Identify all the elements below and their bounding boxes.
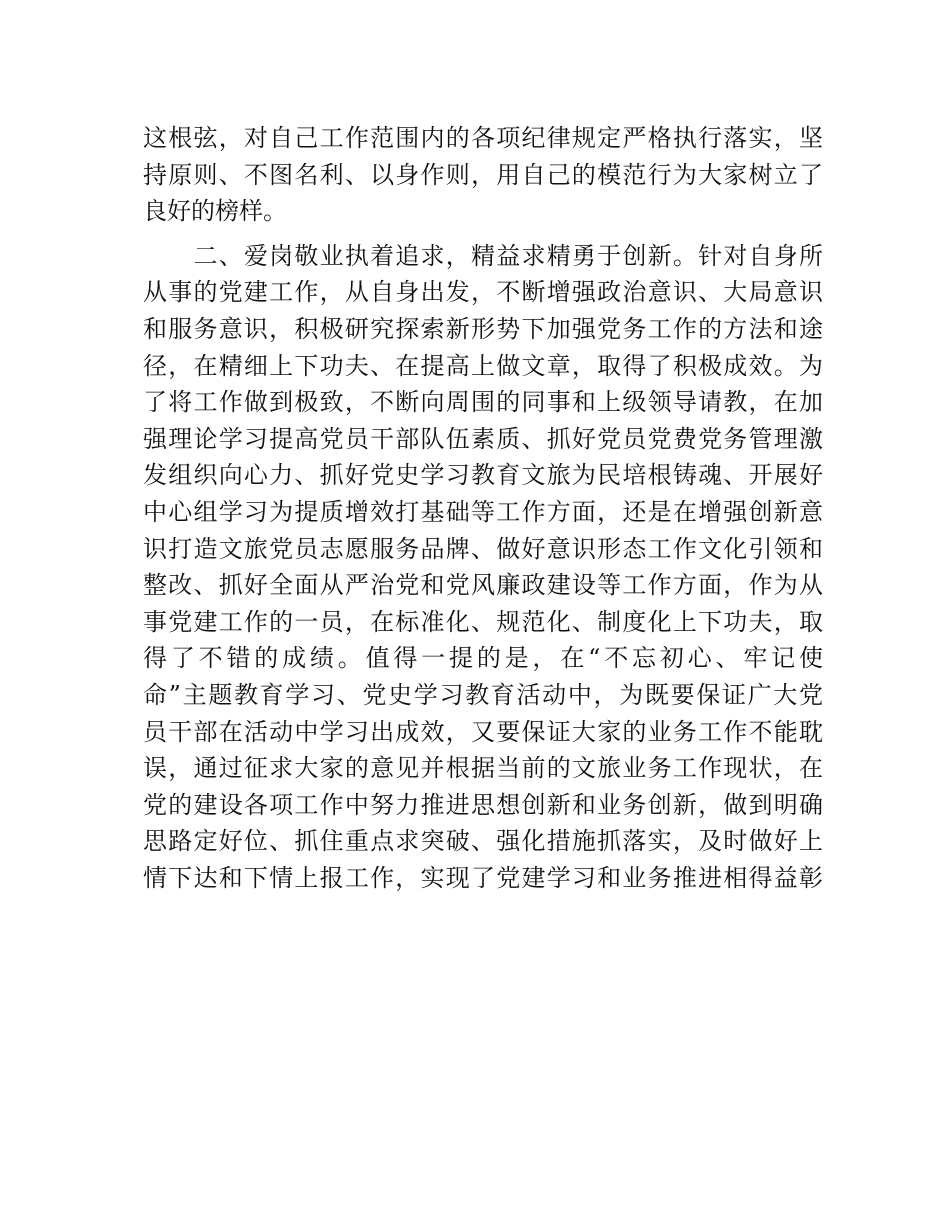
text-line: 径，在精细上下功夫、在提高上做文章，取得了积极成效。为 [143, 351, 823, 380]
text-line: 发组织向心力、抓好党史学习教育文旅为民培根铸魂、开展好 [143, 461, 823, 490]
text-line: 中心组学习为提质增效打基础等工作方面，还是在增强创新意 [143, 497, 823, 526]
body-text [143, 120, 823, 933]
text-line: 整改、抓好全面从严治党和党风廉政建设等工作方面，作为从 [143, 571, 823, 600]
text-line: 了将工作做到极致，不断向周围的同事和上级领导请教，在加 [143, 388, 823, 417]
text-line [143, 896, 823, 933]
text-line: 和服务意识，积极研究探索新形势下加强党务工作的方法和途 [143, 314, 823, 343]
text-line: 持原则、不图名利、以身作则，用自己的模范行为大家树立了 [143, 160, 823, 189]
text-line: 从事的党建工作，从自身出发，不断增强政治意识、大局意识 [143, 278, 823, 307]
text-line: 员干部在活动中学习出成效，又要保证大家的业务工作不能耽 [143, 717, 823, 746]
text-line: 强理论学习提高党员干部队伍素质、抓好党员党费党务管理激 [143, 424, 823, 453]
text-line: 命”主题教育学习、党史学习教育活动中，为既要保证广大党 [143, 680, 823, 709]
text-line: 这根弦，对自己工作范围内的各项纪律规定严格执行落实，坚 [143, 124, 823, 152]
text-line: 得了不错的成绩。值得一提的是，在“不忘初心、牢记使 [143, 644, 823, 673]
paragraph-gap [143, 230, 823, 238]
paragraph-1 [143, 120, 823, 230]
text-line: 事党建工作的一员，在标准化、规范化、制度化上下功夫，取 [143, 607, 823, 636]
paragraph-2 [143, 238, 823, 933]
text-line: 思路定好位、抓住重点求突破、强化措施抓落实，及时做好上 [143, 827, 823, 856]
text-line: 良好的榜样。 [143, 197, 287, 226]
text-line: 二、爱岗敬业执着追求，精益求精勇于创新。针对自身所 [143, 241, 823, 270]
text-line: 识打造文旅党员志愿服务品牌、做好意识形态工作文化引领和 [143, 534, 823, 563]
text-line: 误，通过征求大家的意见并根据当前的文旅业务工作现状，在 [143, 754, 823, 783]
text-line: 情下达和下情上报工作，实现了党建学习和业务推进相得益彰 [143, 863, 823, 892]
text-line: 党的建设各项工作中努力推进思想创新和业务创新，做到明确 [143, 790, 823, 819]
